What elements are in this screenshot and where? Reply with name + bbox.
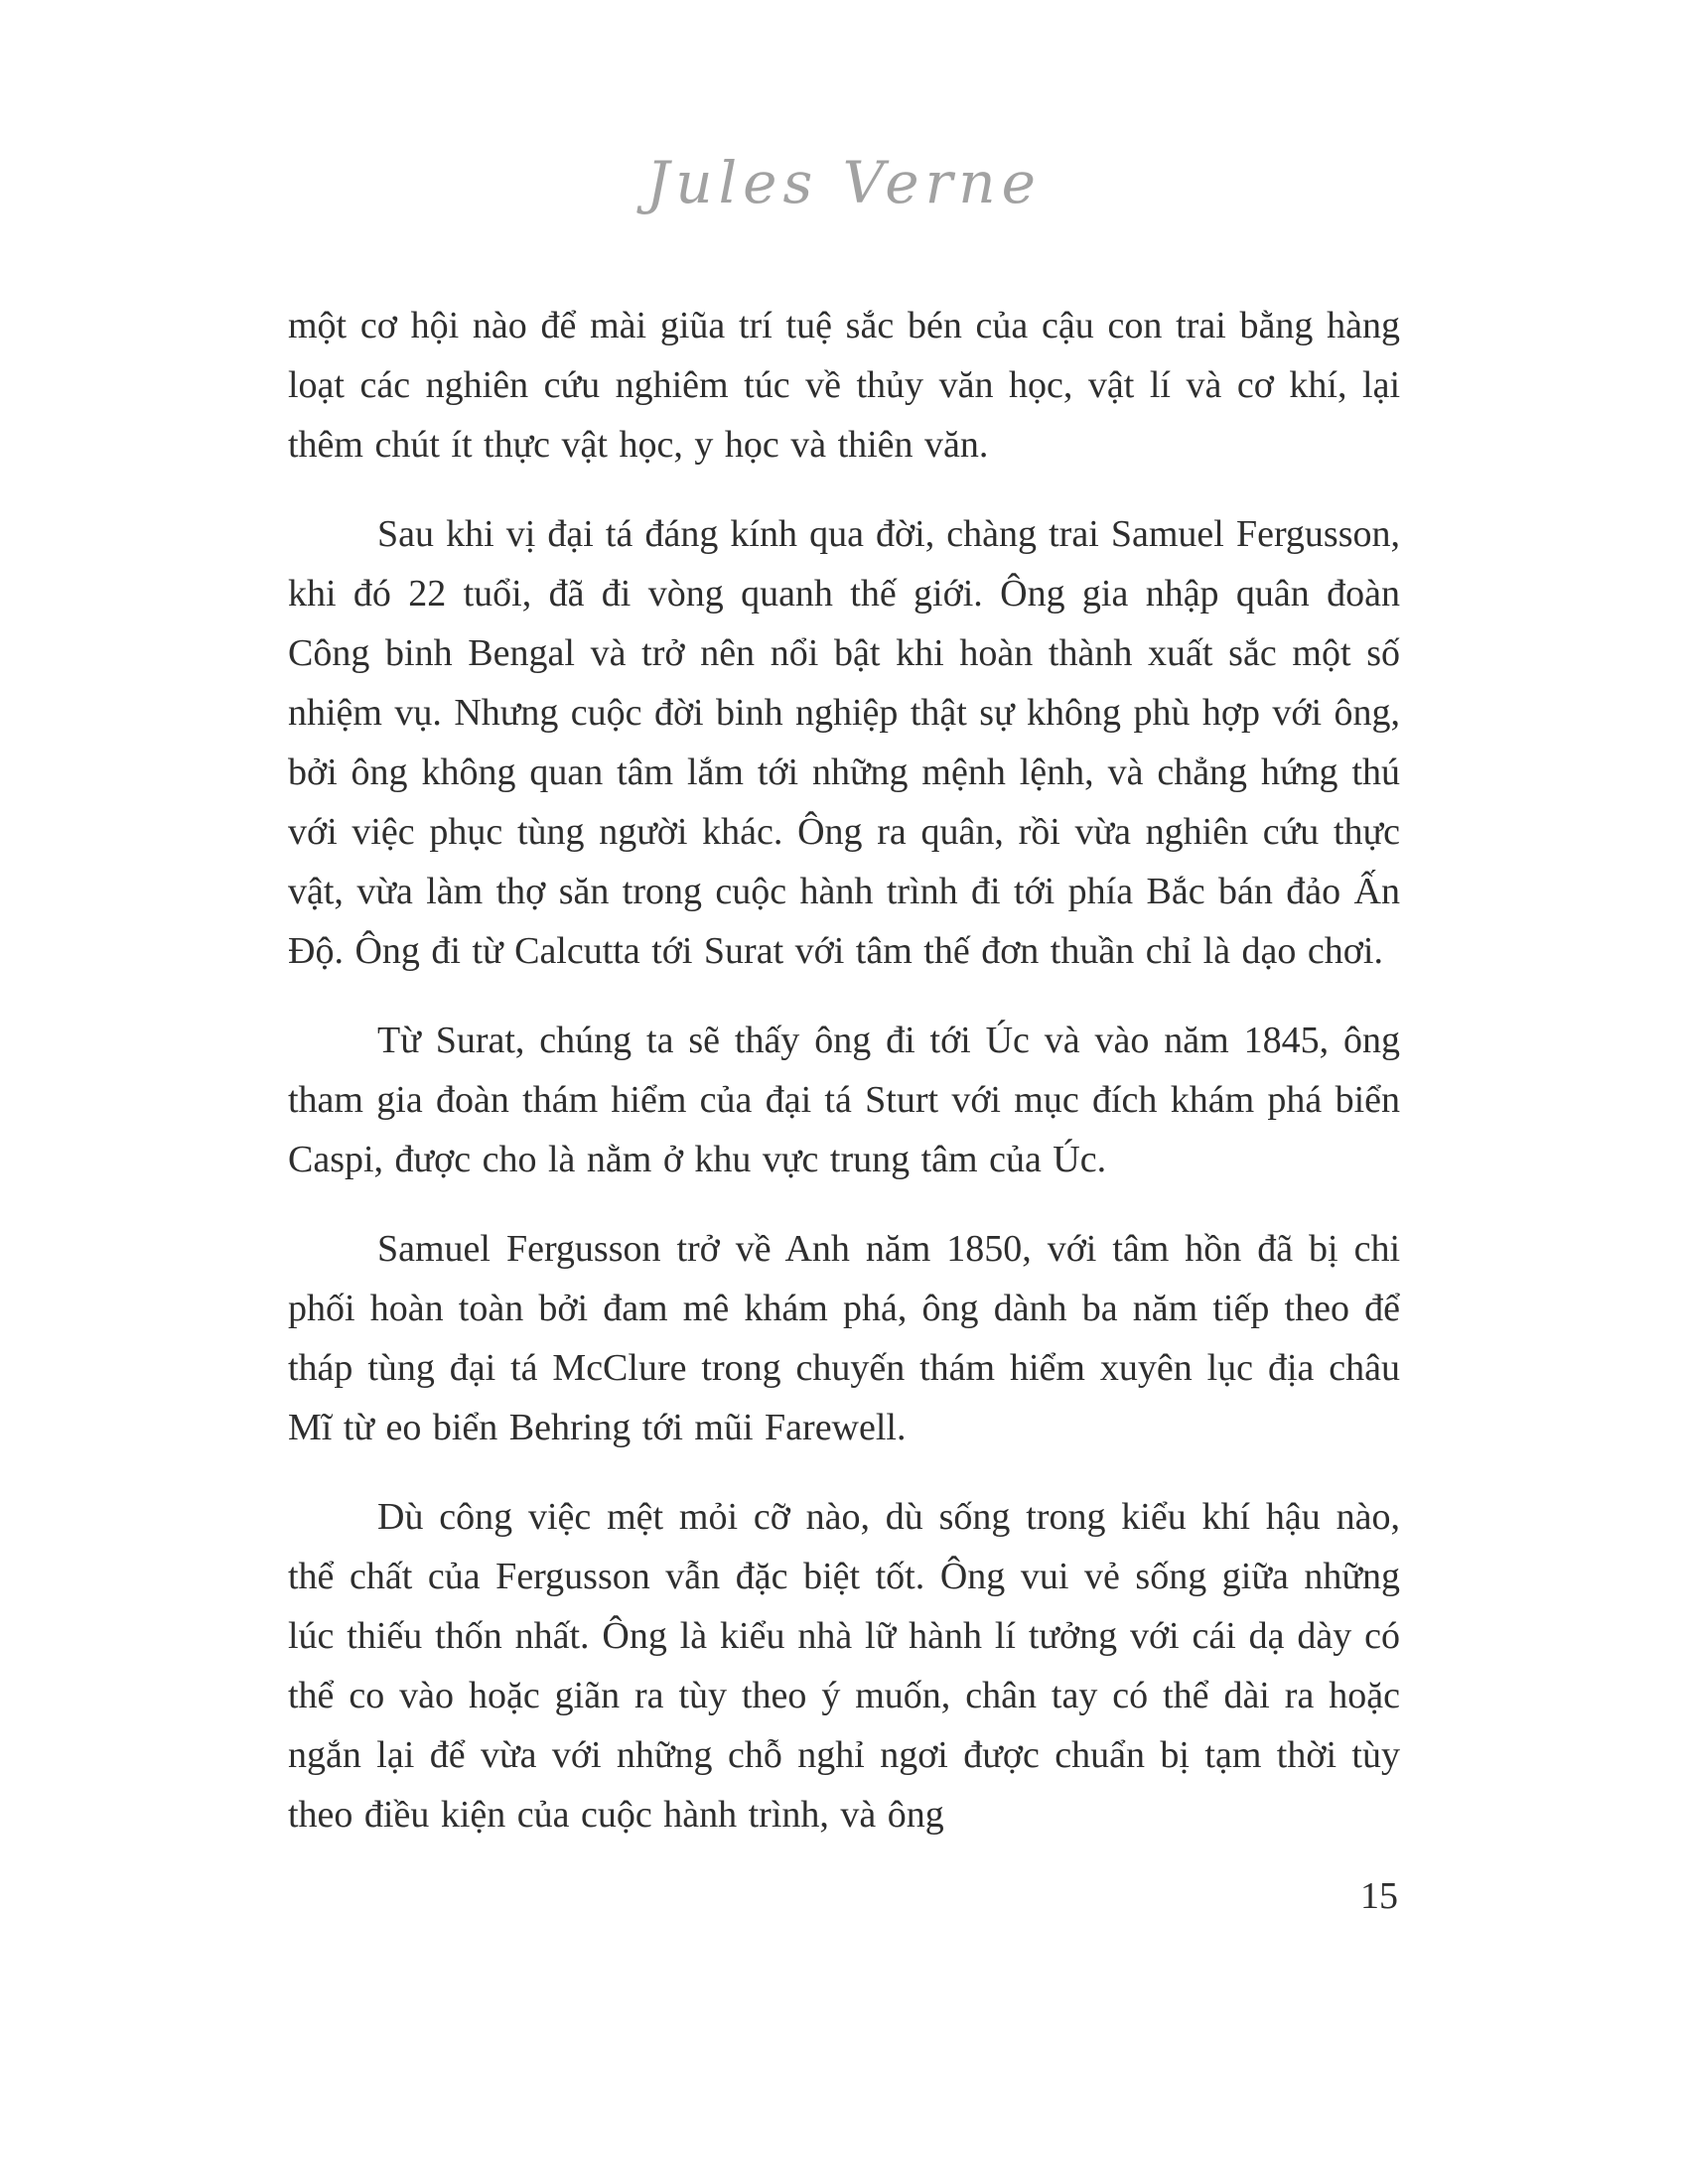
page-number: 15	[1360, 1875, 1398, 1917]
paragraph: Samuel Fergusson trở về Anh năm 1850, với tâm hồn đã bị chi phối hoàn toàn bởi đam mê khám phá, ông dành ba năm tiếp theo để tháp tùng đại tá McClure trong chuyến thám hiểm xuyên lục địa châu Mĩ từ eo biển Behring tới mũi Farewell.	[288, 1228, 1400, 1448]
author-name: Jules Verne	[646, 149, 1042, 216]
paragraph: Sau khi vị đại tá đáng kính qua đời, chàng trai Samuel Fergusson, khi đó 22 tuổi, đã đi vòng quanh thế giới. Ông gia nhập quân đoàn Công binh Bengal và trở nên nổi bật khi hoàn thành xuất sắc một số nhiệm vụ. Nhưng cuộc đời binh nghiệp thật sự không phù hợp với ông, bởi ông không quan tâm lắm tới những mệnh lệnh, và chẳng hứng thú với việc phục tùng người khác. Ông ra quân, rồi vừa nghiên cứu thực vật, vừa làm thợ săn trong cuộc hành trình đi tới phía Bắc bán đảo Ấn Độ. Ông đi từ Calcutta tới Surat với tâm thế đơn thuần chỉ là dạo chơi.	[288, 513, 1400, 972]
running-header	[288, 149, 1400, 216]
paragraph: Từ Surat, chúng ta sẽ thấy ông đi tới Úc và vào năm 1845, ông tham gia đoàn thám hiểm của đại tá Sturt với mục đích khám phá biển Caspi, được cho là nằm ở khu vực trung tâm của Úc.	[288, 1020, 1400, 1180]
page-body	[288, 296, 1400, 1844]
paragraph: một cơ hội nào để mài giũa trí tuệ sắc bén của cậu con trai bằng hàng loạt các nghiên cứu nghiêm túc về thủy văn học, vật lí và cơ khí, lại thêm chút ít thực vật học, y học và thiên văn.	[288, 305, 1400, 466]
paragraph: Dù công việc mệt mỏi cỡ nào, dù sống trong kiểu khí hậu nào, thể chất của Fergusson vẫn đặc biệt tốt. Ông vui vẻ sống giữa những lúc thiếu thốn nhất. Ông là kiểu nhà lữ hành lí tưởng với cái dạ dày có thể co vào hoặc giãn ra tùy theo ý muốn, chân tay có thể dài ra hoặc ngắn lại để vừa với những chỗ nghỉ ngơi được chuẩn bị tạm thời tùy theo điều kiện của cuộc hành trình, và ông	[288, 1496, 1400, 1836]
